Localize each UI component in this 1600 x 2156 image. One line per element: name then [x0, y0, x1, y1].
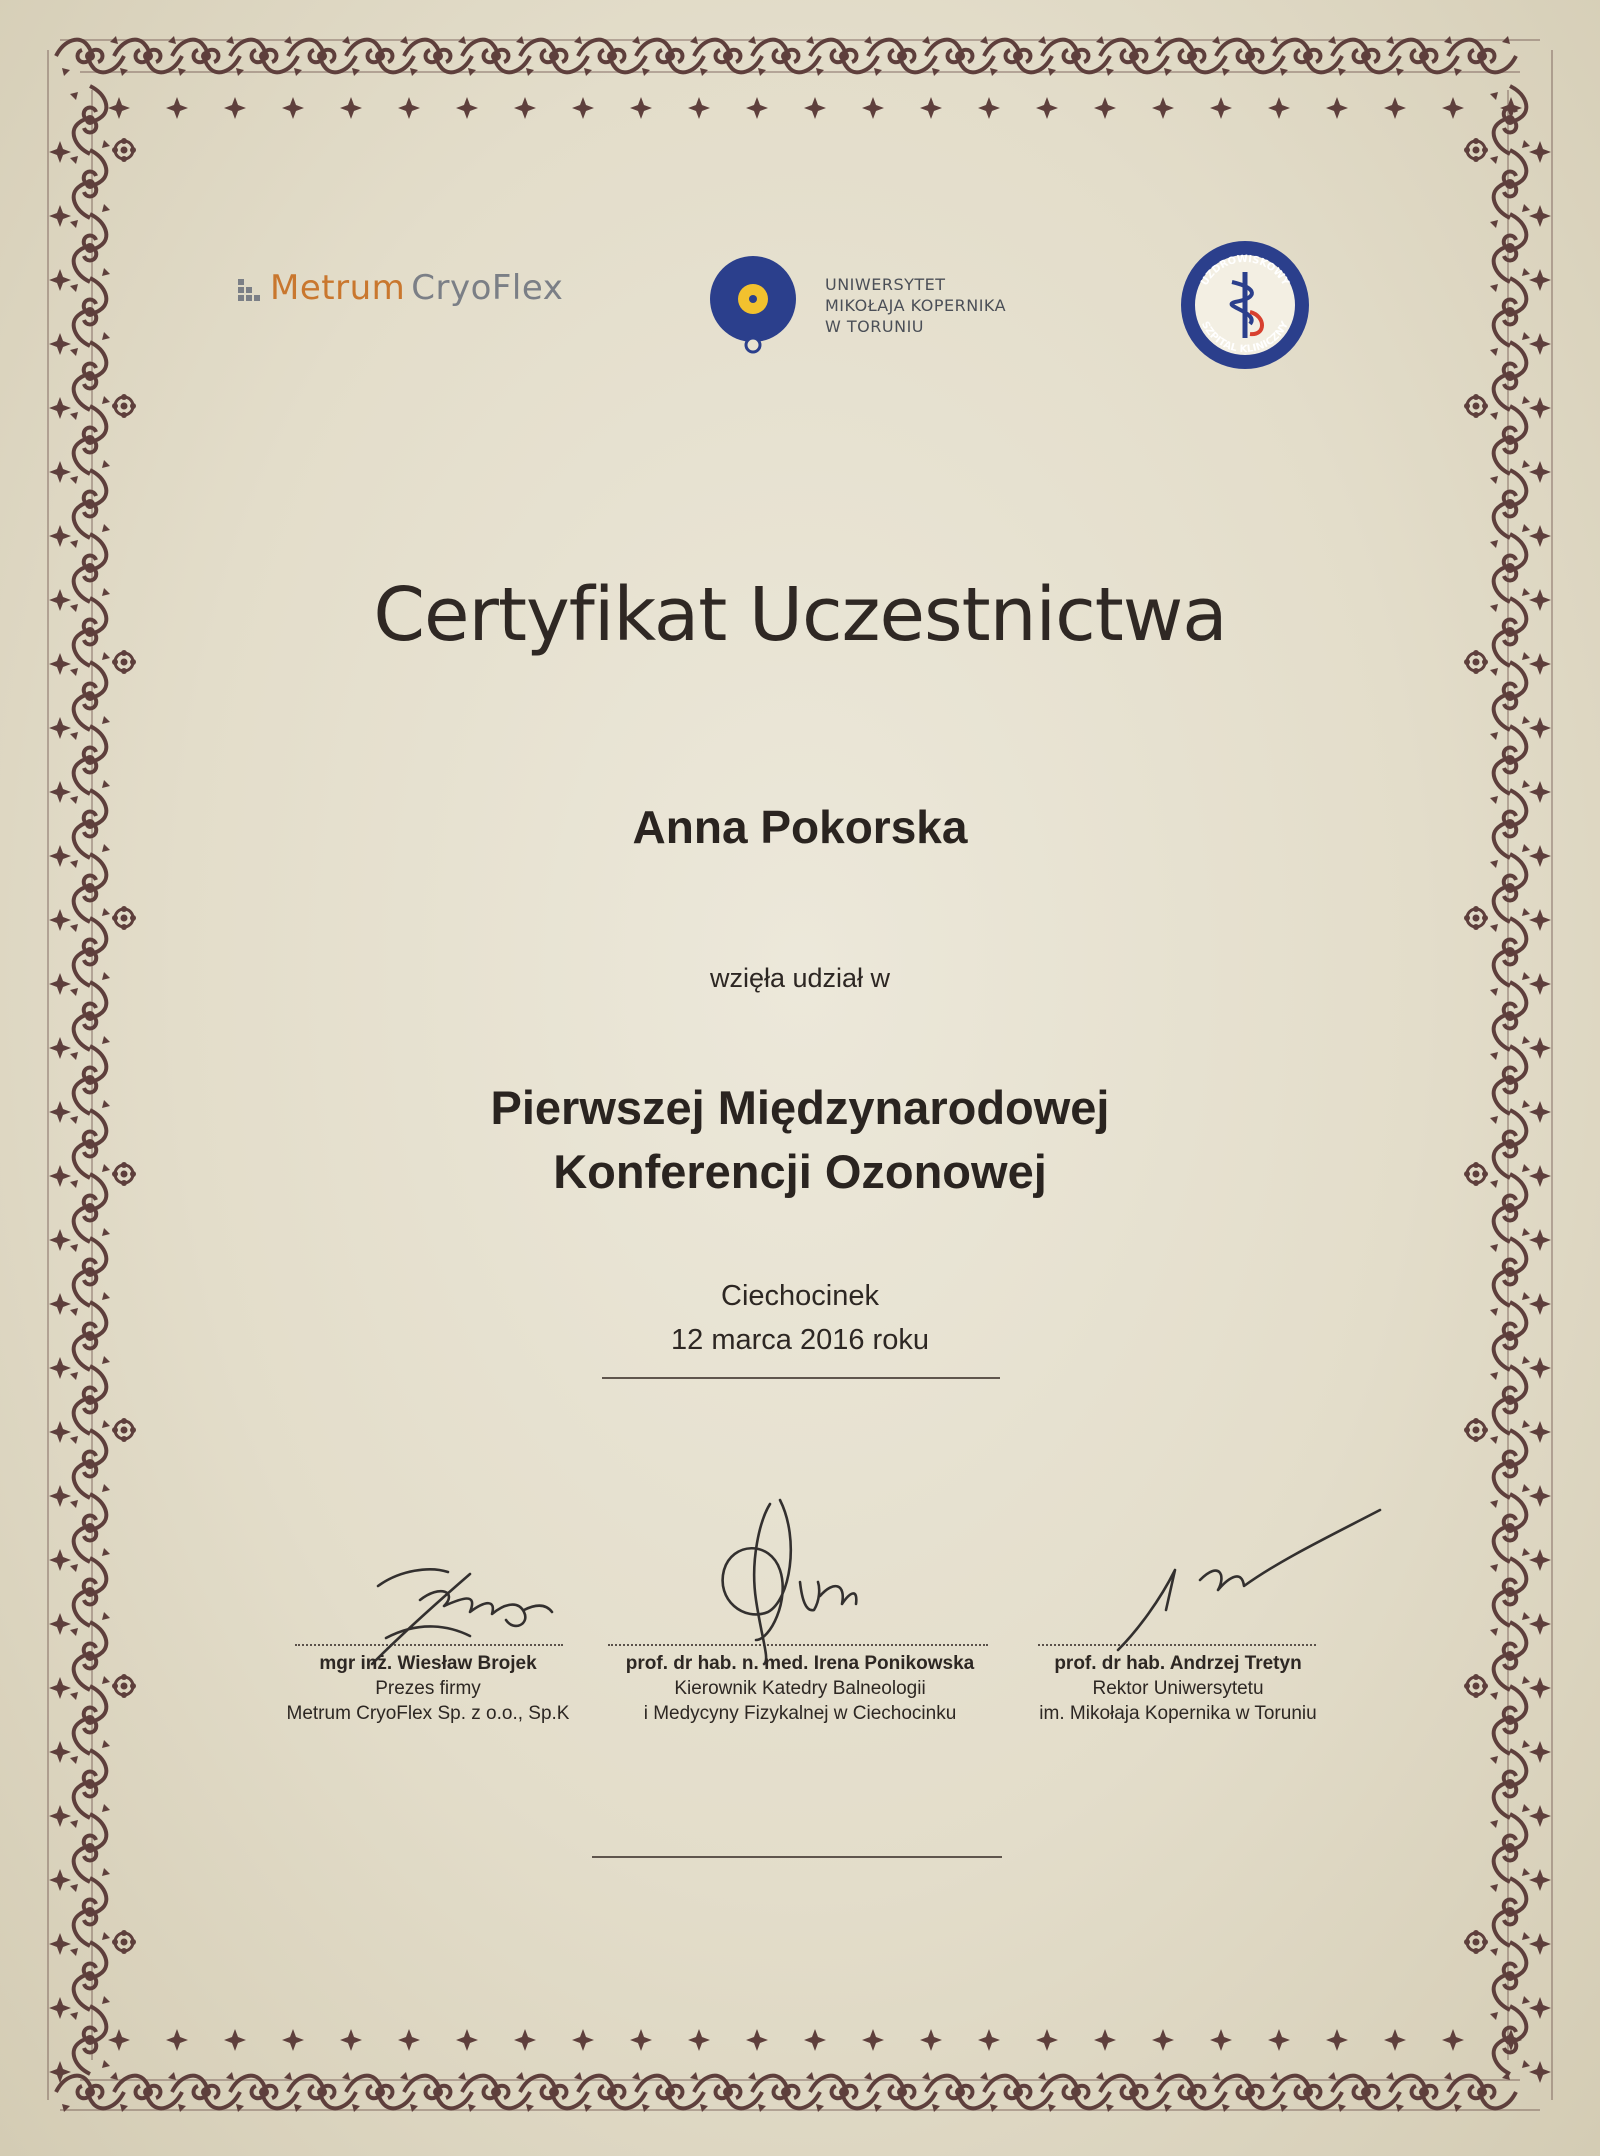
border-scroll-ornament [1490, 1430, 1530, 1498]
border-star-ornament [1529, 333, 1551, 355]
border-scroll-ornament [70, 406, 110, 474]
border-star-ornament [49, 1037, 71, 1059]
border-star-ornament [1529, 1997, 1551, 2019]
svg-text:SZPITAL KLINICZNY: SZPITAL KLINICZNY [1199, 319, 1291, 356]
border-star-ornament [746, 97, 768, 119]
border-star-ornament [630, 97, 652, 119]
border-scroll-ornament [1274, 36, 1342, 76]
recipient-name: Anna Pokorska [632, 801, 968, 853]
border-rose-ornament [1464, 1930, 1488, 1954]
border-star-ornament [1529, 525, 1551, 547]
border-star-ornament [398, 2029, 420, 2051]
border-star-ornament [1384, 97, 1406, 119]
border-star-ornament [1529, 2061, 1551, 2083]
border-star-ornament [1326, 2029, 1348, 2051]
signatory-name: mgr inż. Wiesław Brojek [319, 1653, 537, 1674]
border-scroll-ornament [1158, 36, 1226, 76]
border-star-ornament [688, 2029, 710, 2051]
border-scroll-ornament [1042, 2072, 1110, 2112]
border-scroll-ornament [1042, 36, 1110, 76]
border-scroll-ornament [1390, 36, 1458, 76]
place: Ciechocinek [721, 1280, 879, 1312]
border-rose-ornament [112, 394, 136, 418]
border-scroll-ornament [810, 2072, 878, 2112]
border-star-ornament [688, 97, 710, 119]
border-star-ornament [108, 2029, 130, 2051]
border-scroll-ornament [172, 2072, 240, 2112]
border-rose-ornament [112, 906, 136, 930]
conference-line2: Konferencji Ozonowej [553, 1145, 1047, 1198]
border-scroll-ornament [752, 2072, 820, 2112]
border-star-ornament [224, 2029, 246, 2051]
border-star-ornament [630, 2029, 652, 2051]
border-scroll-ornament [70, 726, 110, 794]
border-scroll-ornament [1490, 1494, 1530, 1562]
umk-emblem-icon [705, 255, 801, 355]
border-star-ornament [920, 2029, 942, 2051]
border-star-ornament [456, 97, 478, 119]
border-scroll-ornament [70, 1750, 110, 1818]
border-star-ornament [920, 97, 942, 119]
umk-line1: UNIWERSYTET [825, 274, 946, 294]
border-scroll-ornament [56, 36, 124, 76]
border-star-ornament [49, 1997, 71, 2019]
border-star-ornament [1529, 909, 1551, 931]
border-scroll-ornament [520, 2072, 588, 2112]
border-scroll-ornament [70, 1686, 110, 1754]
umk-line2: MIKOŁAJA KOPERNIKA [825, 295, 1007, 315]
border-scroll-ornament [1216, 36, 1284, 76]
border-star-ornament [572, 97, 594, 119]
date: 12 marca 2016 roku [671, 1324, 929, 1356]
border-scroll-ornament [1490, 854, 1530, 922]
border-star-ornament [1442, 2029, 1464, 2051]
border-scroll-ornament [70, 1878, 110, 1946]
border-star-ornament [1529, 1485, 1551, 1507]
border-star-ornament [1210, 97, 1232, 119]
border-star-ornament [49, 1485, 71, 1507]
border-star-ornament [1094, 2029, 1116, 2051]
szpital-kliniczny-seal [1180, 240, 1310, 370]
border-star-ornament [978, 2029, 1000, 2051]
border-star-ornament [1529, 269, 1551, 291]
border-scroll-ornament [114, 2072, 182, 2112]
border-star-ornament [1529, 1037, 1551, 1059]
border-scroll-ornament [1490, 1878, 1530, 1946]
border-scroll-ornament [1100, 2072, 1168, 2112]
border-scroll-ornament [1332, 36, 1400, 76]
border-star-ornament [1529, 1933, 1551, 1955]
border-scroll-ornament [1490, 1942, 1530, 2010]
border-scroll-ornament [926, 36, 994, 76]
border-star-ornament [1529, 1741, 1551, 1763]
border-scroll-ornament [1490, 342, 1530, 410]
border-star-ornament [1384, 2029, 1406, 2051]
border-scroll-ornament [520, 36, 588, 76]
border-star-ornament [49, 1613, 71, 1635]
border-rose-ornament [112, 1418, 136, 1442]
umk-logo [705, 255, 1006, 355]
umk-line3: W TORUNIU [825, 316, 924, 336]
border-scroll-ornament [1490, 1750, 1530, 1818]
border-rose-ornament [112, 1930, 136, 1954]
border-scroll-ornament [462, 2072, 530, 2112]
border-star-ornament [572, 2029, 594, 2051]
divider-upper [602, 1377, 1000, 1379]
signatory-role-line1: Kierownik Katedry Balneologii [674, 1678, 926, 1699]
border-scroll-ornament [1158, 2072, 1226, 2112]
conference-line1: Pierwszej Międzynarodowej [490, 1081, 1110, 1134]
border-star-ornament [166, 97, 188, 119]
border-scroll-ornament [1490, 470, 1530, 538]
border-star-ornament [862, 97, 884, 119]
signatory-1 [258, 1651, 598, 1726]
border-star-ornament [49, 1549, 71, 1571]
border-rose-ornament [1464, 906, 1488, 930]
took-part-text: wzięła udział w [709, 963, 891, 993]
border-star-ornament [1326, 97, 1348, 119]
border-scroll-ornament [70, 1494, 110, 1562]
umk-name [825, 274, 1006, 337]
border-scroll-ornament [230, 2072, 298, 2112]
border-scroll-ornament [70, 86, 110, 154]
border-star-ornament [804, 2029, 826, 2051]
cryoflex-word: CryoFlex [411, 268, 564, 308]
border-star-ornament [1529, 1549, 1551, 1571]
border-scroll-ornament [70, 1942, 110, 2010]
border-star-ornament [1529, 1805, 1551, 1827]
border-scroll-ornament [404, 2072, 472, 2112]
certificate-title: Certyfikat Uczestnictwa [373, 572, 1227, 658]
border-scroll-ornament [694, 36, 762, 76]
conference-name [0, 1076, 1600, 1204]
border-scroll-ornament [70, 1622, 110, 1690]
border-scroll-ornament [230, 36, 298, 76]
border-scroll-ornament [578, 2072, 646, 2112]
signatory-role-line1: Rektor Uniwersytetu [1092, 1678, 1264, 1699]
border-star-ornament [514, 2029, 536, 2051]
metrum-word: Metrum [270, 268, 406, 308]
border-scroll-ornament [346, 2072, 414, 2112]
border-star-ornament [49, 717, 71, 739]
border-scroll-ornament [70, 1366, 110, 1434]
border-scroll-ornament [926, 2072, 994, 2112]
border-scroll-ornament [984, 2072, 1052, 2112]
border-rose-ornament [1464, 1418, 1488, 1442]
border-rose-ornament [1464, 394, 1488, 418]
border-scroll-ornament [1490, 214, 1530, 282]
border-star-ornament [1268, 2029, 1290, 2051]
border-scroll-ornament [636, 36, 704, 76]
signature-line-2 [608, 1644, 988, 1646]
border-star-ornament [514, 97, 536, 119]
border-star-ornament [1036, 2029, 1058, 2051]
border-scroll-ornament [70, 150, 110, 218]
border-scroll-ornament [70, 342, 110, 410]
border-star-ornament [282, 97, 304, 119]
border-scroll-ornament [1490, 662, 1530, 730]
border-scroll-ornament [1448, 36, 1516, 76]
border-star-ornament [1529, 1421, 1551, 1443]
border-scroll-ornament [868, 36, 936, 76]
border-scroll-ornament [70, 214, 110, 282]
border-star-ornament [1529, 205, 1551, 227]
border-scroll-ornament [70, 854, 110, 922]
border-scroll-ornament [288, 36, 356, 76]
border-scroll-ornament [70, 1430, 110, 1498]
border-scroll-ornament [56, 2072, 124, 2112]
border-scroll-ornament [1490, 86, 1530, 154]
border-scroll-ornament [70, 1558, 110, 1626]
border-star-ornament [1152, 2029, 1174, 2051]
border-scroll-ornament [636, 2072, 704, 2112]
border-star-ornament [49, 461, 71, 483]
border-scroll-ornament [1100, 36, 1168, 76]
border-scroll-ornament [288, 2072, 356, 2112]
border-star-ornament [1529, 461, 1551, 483]
signature-line-3 [1038, 1644, 1316, 1646]
border-scroll-ornament [70, 470, 110, 538]
signatory-role-line2: Metrum CryoFlex Sp. z o.o., Sp.K [286, 1703, 570, 1724]
border-star-ornament [49, 1933, 71, 1955]
border-scroll-ornament [810, 36, 878, 76]
border-rose-ornament [1464, 1674, 1488, 1698]
signature-line-1 [295, 1644, 563, 1646]
border-star-ornament [1210, 2029, 1232, 2051]
border-scroll-ornament [1490, 2006, 1530, 2074]
border-scroll-ornament [1332, 2072, 1400, 2112]
border-star-ornament [49, 333, 71, 355]
border-star-ornament [340, 97, 362, 119]
border-star-ornament [804, 97, 826, 119]
border-scroll-ornament [1448, 2072, 1516, 2112]
border-star-ornament [282, 2029, 304, 2051]
border-star-ornament [49, 909, 71, 931]
border-star-ornament [456, 2029, 478, 2051]
border-star-ornament [1094, 97, 1116, 119]
border-scroll-ornament [70, 662, 110, 730]
signatory-name: prof. dr hab. n. med. Irena Ponikowska [625, 1653, 975, 1674]
border-star-ornament [1529, 1677, 1551, 1699]
border-star-ornament [49, 1229, 71, 1251]
border-scroll-ornament [1490, 406, 1530, 474]
signatory-role-line1: Prezes firmy [375, 1678, 481, 1699]
border-scroll-ornament [346, 36, 414, 76]
border-scroll-ornament [1490, 1558, 1530, 1626]
border-scroll-ornament [172, 36, 240, 76]
metrum-mark-icon [238, 275, 264, 301]
border-star-ornament [1529, 397, 1551, 419]
svg-text:UZDROWISKOWY: UZDROWISKOWY [1199, 253, 1291, 288]
border-star-ornament [1268, 97, 1290, 119]
border-star-ornament [49, 1869, 71, 1891]
border-rose-ornament [112, 1674, 136, 1698]
border-rose-ornament [112, 138, 136, 162]
border-scroll-ornament [404, 36, 472, 76]
border-scroll-ornament [70, 2006, 110, 2074]
border-scroll-ornament [70, 1814, 110, 1882]
border-star-ornament [862, 2029, 884, 2051]
border-star-ornament [1529, 717, 1551, 739]
signatory-role-line2: i Medycyny Fizykalnej w Ciechocinku [643, 1703, 957, 1724]
border-star-ornament [1036, 97, 1058, 119]
border-star-ornament [224, 97, 246, 119]
border-scroll-ornament [868, 2072, 936, 2112]
border-scroll-ornament [1490, 1686, 1530, 1754]
border-star-ornament [1529, 1613, 1551, 1635]
metrum-cryoflex-logo [238, 268, 563, 308]
border-scroll-ornament [1490, 150, 1530, 218]
border-star-ornament [49, 1805, 71, 1827]
border-scroll-ornament [578, 36, 646, 76]
border-star-ornament [1529, 1869, 1551, 1891]
border-scroll-ornament [1274, 2072, 1342, 2112]
border-star-ornament [1442, 97, 1464, 119]
place-and-date [0, 1274, 1600, 1362]
border-scroll-ornament [1390, 2072, 1458, 2112]
signatory-role-line2: im. Mikołaja Kopernika w Toruniu [1039, 1703, 1317, 1724]
border-star-ornament [49, 1421, 71, 1443]
border-star-ornament [108, 97, 130, 119]
border-star-ornament [1529, 141, 1551, 163]
signatory-2 [590, 1651, 1010, 1726]
border-star-ornament [978, 97, 1000, 119]
border-scroll-ornament [114, 36, 182, 76]
border-star-ornament [398, 97, 420, 119]
border-star-ornament [746, 2029, 768, 2051]
border-scroll-ornament [752, 36, 820, 76]
border-star-ornament [49, 1677, 71, 1699]
border-scroll-ornament [1216, 2072, 1284, 2112]
signatory-3 [1008, 1651, 1348, 1726]
border-scroll-ornament [694, 2072, 762, 2112]
border-rose-ornament [1464, 138, 1488, 162]
border-star-ornament [49, 205, 71, 227]
border-scroll-ornament [1490, 1366, 1530, 1434]
signatory-name: prof. dr hab. Andrzej Tretyn [1054, 1653, 1302, 1674]
border-scroll-ornament [1490, 1622, 1530, 1690]
border-star-ornament [49, 525, 71, 547]
border-scroll-ornament [70, 278, 110, 346]
border-star-ornament [49, 1741, 71, 1763]
border-scroll-ornament [984, 36, 1052, 76]
divider-lower [592, 1856, 1002, 1858]
border-scroll-ornament [1490, 1814, 1530, 1882]
border-scroll-ornament [1490, 278, 1530, 346]
border-star-ornament [1152, 97, 1174, 119]
border-star-ornament [49, 397, 71, 419]
border-star-ornament [49, 141, 71, 163]
border-star-ornament [49, 269, 71, 291]
border-star-ornament [1529, 1229, 1551, 1251]
border-star-ornament [166, 2029, 188, 2051]
border-scroll-ornament [462, 36, 530, 76]
border-scroll-ornament [1490, 726, 1530, 794]
border-star-ornament [340, 2029, 362, 2051]
